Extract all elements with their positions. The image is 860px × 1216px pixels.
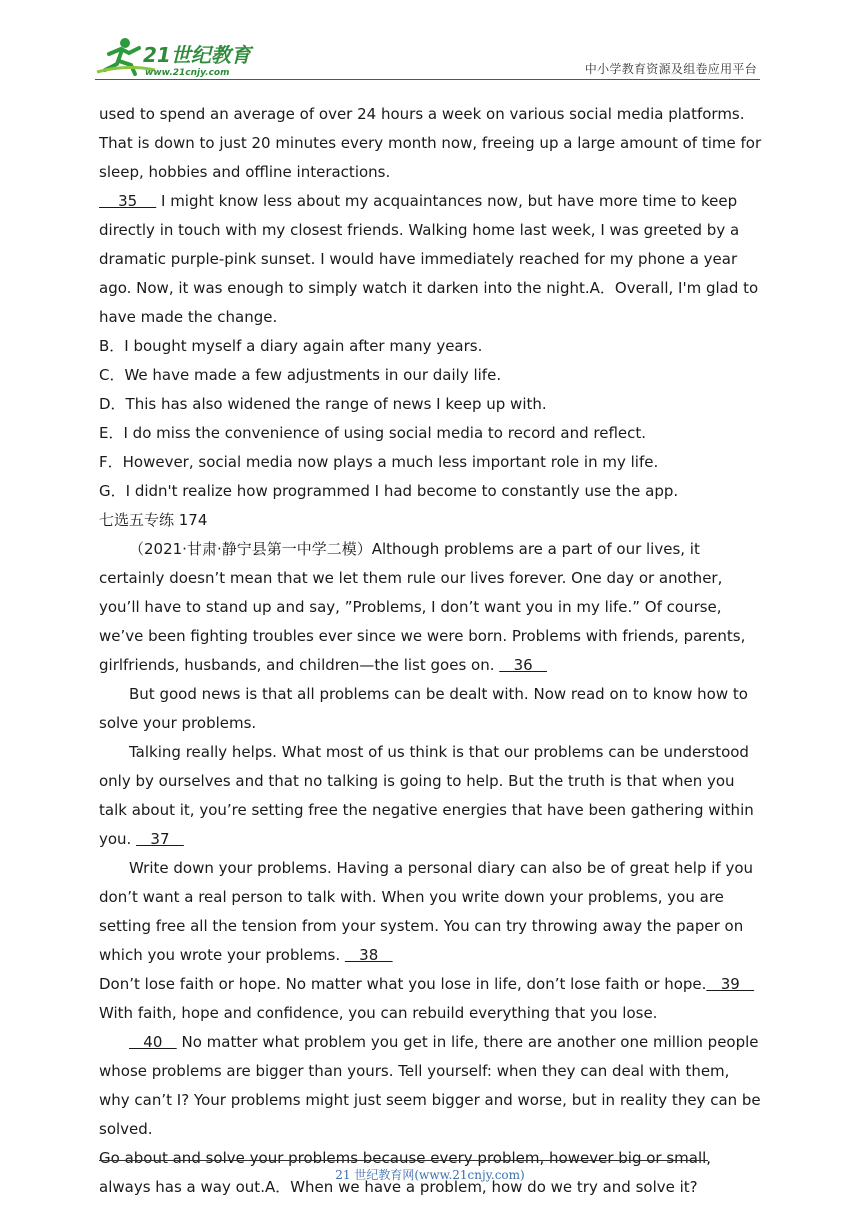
paragraph bbox=[99, 187, 763, 332]
text-line: Talking really helps. What most of us think is that our problems can be understood only by ourselves and that no talking is going to help. But the truth is that when you talk about it, you’re setting free the negative energies that have been gathering within you. bbox=[99, 743, 754, 848]
blank-39: 39 bbox=[706, 975, 755, 993]
option-d: D．This has also widened the range of news I keep up with. bbox=[99, 395, 547, 413]
option-f: F．However, social media now plays a much less important role in my life. bbox=[99, 453, 659, 471]
paragraph bbox=[99, 100, 763, 187]
logo-url: www.21cnjy.com bbox=[145, 68, 230, 78]
text-line: used to spend an average of over 24 hours a week on various social media platforms. That is down to just 20 minutes every month now, freeing up a large amount of time for sleep, hobbies and offline interactions. bbox=[99, 105, 762, 181]
paragraph bbox=[99, 1028, 763, 1144]
paragraph: With faith, hope and confidence, you can rebuild everything that you lose. bbox=[99, 1004, 658, 1022]
section-title: 七选五专练 174 bbox=[99, 511, 208, 529]
page-header bbox=[95, 30, 760, 80]
blank-37: 37 bbox=[136, 830, 184, 848]
text-line: I might know less about my acquaintances now, but have more time to keep directly in touch with my closest friends. Walking home last week, I was greeted by a dramatic purple-pink sunset. I would have immediately reached for my phone a year ago. Now, it was enough to simply watch it darken into the night.A．Overall, I'm glad to have made the change. bbox=[99, 192, 759, 326]
header-divider bbox=[95, 79, 760, 80]
paragraph bbox=[99, 738, 763, 854]
footer-text: 21 世纪教育网(www.21cnjy.com) bbox=[335, 1168, 525, 1182]
platform-name: 中小学教育资源及组卷应用平台 bbox=[584, 62, 757, 76]
text-line: Don’t lose faith or hope. No matter what you lose in life, don’t lose faith or hope. bbox=[99, 975, 707, 993]
blank-36: 36 bbox=[499, 656, 547, 674]
blank-40: 40 bbox=[129, 1033, 177, 1051]
option-g: G．I didn't realize how programmed I had become to constantly use the app. bbox=[99, 482, 679, 500]
blank-38: 38 bbox=[344, 946, 393, 964]
paragraph: But good news is that all problems can be dealt with. Now read on to know how to solve your problems. bbox=[99, 685, 748, 732]
logo-text: 21世纪教育 bbox=[143, 43, 251, 67]
footer-divider bbox=[99, 1160, 708, 1161]
option-b: B．I bought myself a diary again after many years. bbox=[99, 337, 483, 355]
blank-35: 35 bbox=[99, 192, 157, 210]
paragraph bbox=[99, 854, 763, 970]
option-e: E．I do miss the convenience of using social media to record and reflect. bbox=[99, 424, 647, 442]
text-line: （2021·甘肃·静宁县第一中学二模）Although problems are a part of our lives, it certainly doesn’t mean that we let them rule our lives forever. One day or another, you’ll have to stand up and say, ”Problems, I don’t want you in my life.” Of course, we’ve been fighting troubles ever since we were born. Problems with friends, parents, girlfriends, husbands, and children—the list goes on. bbox=[99, 540, 746, 674]
paragraph: Go about and solve your problems because every problem, however big or small, always has a way out.A．When we have a problem, how do we try and solve it? bbox=[99, 1149, 712, 1196]
text-line: No matter what problem you get in life, there are another one million people whose problems are bigger than yours. Tell yourself: when they can deal with them, why can’t I? Your problems might just seem bigger and worse, but in reality they can be solved. bbox=[99, 1033, 761, 1138]
21cnjy-logo bbox=[95, 34, 265, 78]
paragraph bbox=[99, 970, 763, 999]
option-c: C．We have made a few adjustments in our daily life. bbox=[99, 366, 502, 384]
document-body bbox=[99, 100, 763, 1202]
paragraph bbox=[99, 535, 763, 680]
text-line: Write down your problems. Having a personal diary can also be of great help if you don’t want a real person to talk with. When you write down your problems, you are setting free all the tension from your system. You can try throwing away the paper on which you wrote your problems. bbox=[99, 859, 754, 964]
